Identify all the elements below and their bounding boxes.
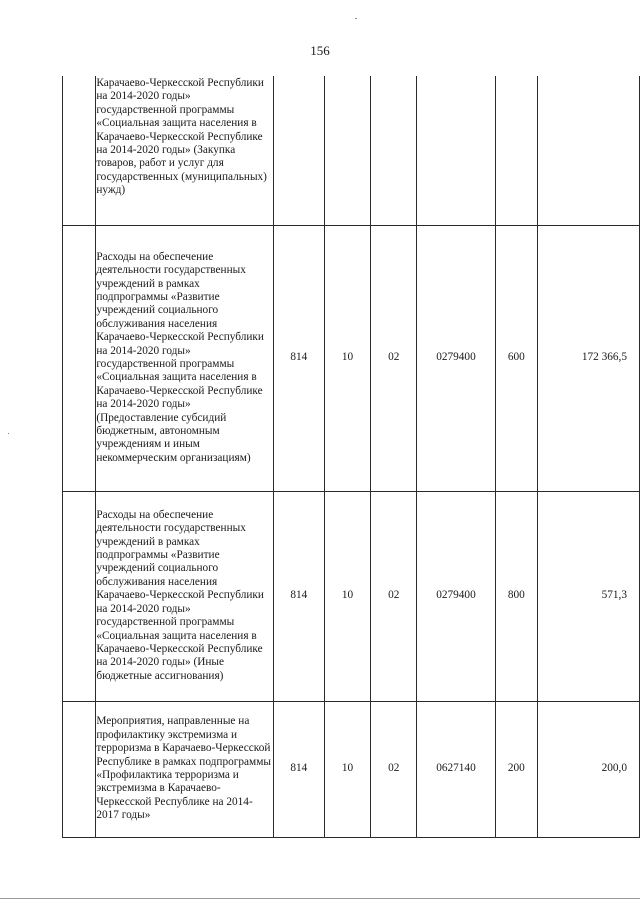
scan-speck [355, 18, 357, 19]
row-number-cell [63, 701, 96, 837]
amount-cell: 200,0 [538, 701, 640, 837]
row-description: Расходы на обеспечение деятельности государственных учреждений в рамках подпрограммы «Развитие учреждений социального обслуживания населения Карачаево-Черкесской Республики на 2014-2020 годы» государственной программы «Социальная защита населения в Карачаево-Черкесской Республике на 2014-2020 годы» (Предоставление субсидий бюджетным, автономным учреждениям и иным некоммерческим организациям) [96, 225, 273, 491]
target-article-cell: 0279400 [417, 491, 495, 701]
subsection-code-cell: 02 [371, 701, 417, 837]
departure-code-cell: 814 [273, 701, 324, 837]
section-code-cell: 10 [324, 701, 370, 837]
row-description: Карачаево-Черкесской Республики на 2014-2020 годы» государственной программы «Социальная защита населения в Карачаево-Черкесской Республике на 2014-2020 годы» (Закупка товаров, работ и услуг для государственных (муниципальных) нужд) [96, 76, 273, 225]
subsection-code-cell: 02 [371, 225, 417, 491]
departure-code-cell: 814 [273, 225, 324, 491]
departure-code-cell [273, 76, 324, 225]
subsection-code-cell: 02 [371, 491, 417, 701]
scan-speck [8, 433, 9, 434]
section-code-cell [324, 76, 370, 225]
departure-code-cell: 814 [273, 491, 324, 701]
budget-table [62, 76, 640, 838]
subsection-code-cell [371, 76, 417, 225]
table-row [63, 225, 640, 491]
row-number-cell [63, 225, 96, 491]
row-number-cell [63, 76, 96, 225]
target-article-cell: 0627140 [417, 701, 495, 837]
row-number-cell [63, 491, 96, 701]
table-row [63, 491, 640, 701]
section-code-cell: 10 [324, 225, 370, 491]
target-article-cell: 0279400 [417, 225, 495, 491]
expense-type-cell: 600 [495, 225, 538, 491]
row-description: Расходы на обеспечение деятельности государственных учреждений в рамках подпрограммы «Развитие учреждений социального обслуживания населения Карачаево-Черкесской Республики на 2014-2020 годы» государственной программы «Социальная защита населения в Карачаево-Черкесской Республике на 2014-2020 годы» (Иные бюджетные ассигнования) [96, 491, 273, 701]
expense-type-cell [495, 76, 538, 225]
table-row [63, 76, 640, 225]
table-row [63, 701, 640, 837]
row-description: Мероприятия, направленные на профилактику экстремизма и терроризма в Карачаево-Черкесской Республике в рамках подпрограммы «Профилактика терроризма и экстремизма в Карачаево-Черкесской Республике на 2014-2017 годы» [96, 701, 273, 837]
amount-cell: 172 366,5 [538, 225, 640, 491]
section-code-cell: 10 [324, 491, 370, 701]
scan-edge-rule [0, 898, 640, 899]
expense-type-cell: 800 [495, 491, 538, 701]
target-article-cell [417, 76, 495, 225]
expense-type-cell: 200 [495, 701, 538, 837]
amount-cell [538, 76, 640, 225]
page-number: 156 [310, 43, 330, 58]
amount-cell: 571,3 [538, 491, 640, 701]
